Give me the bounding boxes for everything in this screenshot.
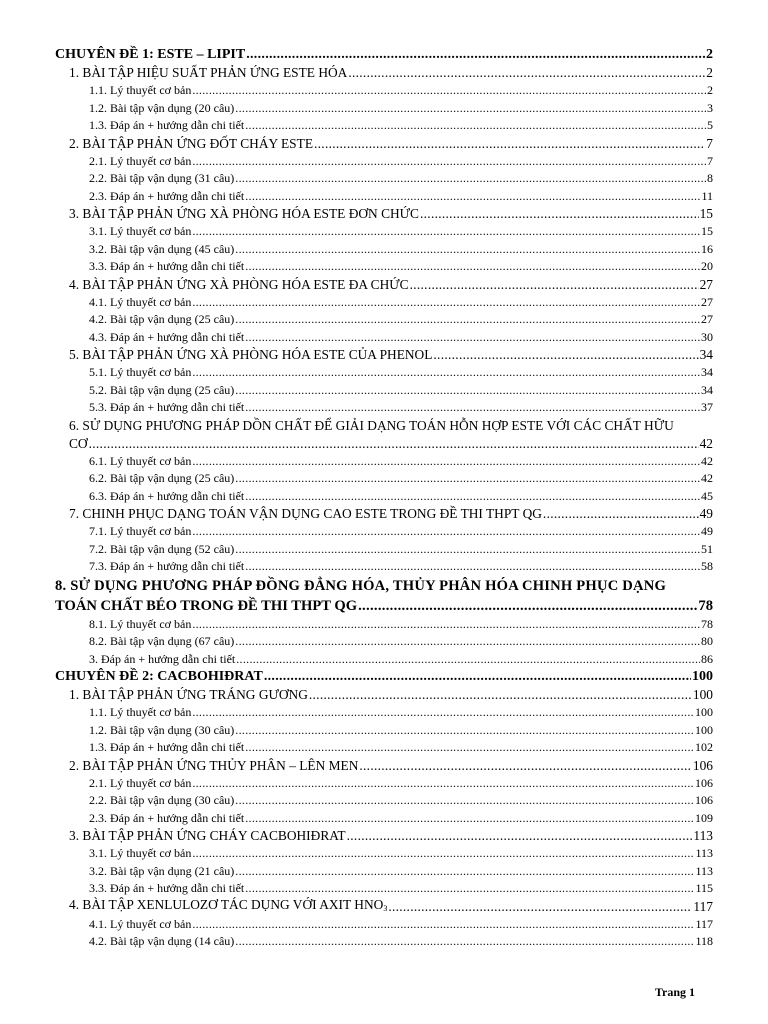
section-entry[interactable] [55, 757, 713, 775]
section-title-line2: CƠ [69, 435, 88, 451]
subsection-title: 3. Đáp án + hướng dẫn chi tiết [89, 651, 236, 666]
subsection-title: 3.2. Bài tập vận dụng (21 câu) [89, 863, 235, 878]
subsection-title: 4.2. Bài tập vận dụng (14 câu) [89, 934, 235, 948]
chapter-title: CHUYÊN ĐỀ 1: ESTE – LIPIT [55, 47, 246, 62]
subsection-entry[interactable] [55, 453, 713, 471]
section-title-text: 4. BÀI TẬP XENLULOZƠ TÁC DỤNG VỚI AXIT HNO [69, 896, 384, 912]
dot-leader [192, 704, 694, 722]
dot-leader [245, 810, 694, 828]
subsection-title: 1.3. Đáp án + hướng dẫn chi tiết [89, 118, 245, 132]
dot-leader [388, 898, 692, 916]
subsection-title: 4.2. Bài tập vận dụng (25 câu) [89, 312, 235, 326]
subsection-title: 3.1. Lý thuyết cơ bản [89, 846, 192, 860]
page-number: 30 [701, 329, 713, 344]
dot-leader [245, 558, 700, 576]
dot-leader [89, 435, 699, 453]
subsection-title: 4.3. Đáp án + hướng dẫn chi tiết [89, 329, 245, 344]
page-number: 27 [701, 294, 713, 309]
page-number: 100 [695, 705, 713, 719]
dot-leader [235, 863, 694, 881]
subsection-entry[interactable] [55, 294, 713, 312]
subscript: 3 [383, 903, 388, 913]
subsection-entry[interactable] [55, 170, 713, 188]
subsection-entry[interactable] [55, 153, 713, 171]
dot-leader [192, 294, 700, 312]
subsection-entry[interactable] [55, 863, 713, 881]
section-entry[interactable] [55, 346, 713, 364]
section-entry[interactable] [55, 276, 713, 294]
section-title-line2: TOÁN CHẤT BÉO TRONG ĐỀ THI THPT QG [55, 597, 358, 614]
section-entry[interactable] [55, 205, 713, 223]
page-number: 37 [701, 400, 713, 414]
subsection-title: 6.2. Bài tập vận dụng (25 câu) [89, 471, 235, 485]
dot-leader [192, 453, 700, 471]
subsection-entry[interactable] [55, 382, 713, 400]
subsection-entry[interactable] [55, 329, 713, 347]
subsection-entry[interactable] [55, 82, 713, 100]
page-footer: Trang 1 [654, 985, 695, 999]
subsection-title: 4.1. Lý thuyết cơ bản [89, 294, 192, 309]
subsection-title: 1.1. Lý thuyết cơ bản [89, 705, 192, 719]
dot-leader [309, 686, 692, 704]
dot-leader [192, 916, 694, 934]
page-number: 5 [707, 118, 713, 132]
subsection-title: 3.2. Bài tập vận dụng (45 câu) [89, 241, 235, 256]
section-title: 5. BÀI TẬP PHẢN ỨNG XÀ PHÒNG HÓA ESTE CỦA PHENOL [69, 347, 433, 362]
subsection-title: 6.3. Đáp án + hướng dẫn chi tiết [89, 488, 245, 503]
subsection-entry[interactable] [55, 117, 713, 135]
subsection-entry[interactable] [55, 100, 713, 118]
chapter-title: CHUYÊN ĐỀ 2: CACBOHIĐRAT [55, 669, 263, 684]
dot-leader [192, 845, 694, 863]
page-number: 7 [707, 153, 713, 168]
section-title-continuation [55, 596, 713, 616]
dot-leader [410, 276, 699, 294]
table-of-contents [55, 46, 713, 951]
subsection-title: 1.2. Bài tập vận dụng (20 câu) [89, 100, 235, 115]
dot-leader [245, 329, 700, 347]
subsection-entry[interactable] [55, 704, 713, 722]
section-title: 3. BÀI TẬP PHẢN ỨNG CHÁY CACBOHIĐRAT [69, 828, 346, 843]
section-title [69, 896, 387, 916]
section-title-continuation [69, 435, 713, 453]
dot-leader [264, 668, 691, 686]
subsection-title: 1.3. Đáp án + hướng dẫn chi tiết [89, 740, 245, 754]
subsection-title: 5.2. Bài tập vận dụng (25 câu) [89, 382, 235, 397]
dot-leader [192, 775, 694, 793]
subsection-title: 8.2. Bài tập vận dụng (67 câu) [89, 634, 235, 648]
dot-leader [235, 933, 694, 951]
page-number: 2 [706, 65, 713, 80]
dot-leader [236, 651, 700, 669]
dot-leader [235, 722, 694, 740]
dot-leader [420, 205, 699, 223]
section-entry[interactable] [55, 135, 713, 153]
subsection-entry[interactable] [55, 241, 713, 259]
page-number: 109 [695, 810, 713, 825]
subsection-entry[interactable] [55, 916, 713, 934]
subsection-entry[interactable] [55, 470, 713, 488]
page-number: 113 [695, 863, 713, 878]
subsection-title: 7.2. Bài tập vận dụng (52 câu) [89, 541, 235, 556]
page-number: 100 [695, 722, 713, 737]
subsection-entry[interactable] [55, 722, 713, 740]
subsection-title: 5.3. Đáp án + hướng dẫn chi tiết [89, 400, 245, 414]
dot-leader [192, 223, 700, 241]
section-entry[interactable] [55, 827, 713, 845]
section-entry-wrapped-bold[interactable] [55, 576, 713, 616]
subsection-entry[interactable] [55, 488, 713, 506]
page-number: 16 [701, 241, 713, 256]
subsection-title: 2.3. Đáp án + hướng dẫn chi tiết [89, 810, 245, 825]
subsection-entry[interactable] [55, 633, 713, 651]
subsection-title: 3.3. Đáp án + hướng dẫn chi tiết [89, 259, 245, 273]
page-number: 106 [695, 775, 713, 790]
section-entry[interactable] [55, 505, 713, 523]
subsection-title: 1.2. Bài tập vận dụng (30 câu) [89, 722, 235, 737]
dot-leader [192, 523, 700, 541]
subsection-entry[interactable] [55, 810, 713, 828]
dot-leader [235, 633, 700, 651]
section-title: 1. BÀI TẬP PHẢN ỨNG TRÁNG GƯƠNG [69, 687, 308, 702]
page-number: 115 [695, 881, 713, 895]
page-number: 78 [698, 597, 713, 614]
section-entry[interactable] [55, 64, 713, 82]
dot-leader [246, 46, 705, 64]
page-number: 117 [695, 916, 713, 931]
page-number: 11 [701, 188, 713, 203]
page-number: 8 [707, 171, 713, 185]
page-number: 15 [701, 224, 713, 238]
subsection-entry[interactable] [55, 775, 713, 793]
page-number: 34 [699, 347, 713, 362]
dot-leader [192, 616, 700, 634]
subsection-title: 4.1. Lý thuyết cơ bản [89, 916, 192, 931]
page-number: 42 [701, 453, 713, 468]
page-number: 34 [701, 382, 713, 397]
dot-leader [433, 346, 698, 364]
page-number: 3 [707, 100, 713, 115]
subsection-title: 1.1. Lý thuyết cơ bản [89, 83, 192, 97]
page-number: 20 [701, 259, 713, 273]
subsection-title: 7.3. Đáp án + hướng dẫn chi tiết [89, 559, 245, 573]
dot-leader [347, 827, 693, 845]
dot-leader [235, 470, 700, 488]
page-number: 100 [692, 687, 713, 702]
page-number: 27 [701, 312, 713, 326]
dot-leader [235, 311, 700, 329]
subsection-entry[interactable] [55, 188, 713, 206]
dot-leader [245, 188, 700, 206]
subsection-title: 5.1. Lý thuyết cơ bản [89, 365, 192, 379]
subsection-title: 7.1. Lý thuyết cơ bản [89, 524, 192, 538]
subsection-entry[interactable] [55, 541, 713, 559]
page-number: 45 [701, 488, 713, 503]
dot-leader [235, 100, 706, 118]
page-number: 113 [693, 828, 713, 843]
subsection-title: 2.3. Đáp án + hướng dẫn chi tiết [89, 188, 245, 203]
section-title: 2. BÀI TẬP PHẢN ỨNG THỦY PHÂN – LÊN MEN [69, 757, 359, 773]
subsection-entry[interactable] [55, 399, 713, 417]
dot-leader [235, 241, 700, 259]
subsection-entry[interactable] [55, 739, 713, 757]
dot-leader [235, 792, 694, 810]
subsection-entry[interactable] [55, 616, 713, 634]
section-title: 3. BÀI TẬP PHẢN ỨNG XÀ PHÒNG HÓA ESTE ĐƠN CHỨC [69, 206, 419, 221]
page-number: 86 [701, 651, 713, 666]
subsection-title: 3.1. Lý thuyết cơ bản [89, 224, 192, 238]
page-number: 113 [695, 846, 713, 860]
dot-leader [192, 364, 700, 382]
page-number: 106 [692, 757, 713, 773]
subsection-entry[interactable] [55, 364, 713, 382]
dot-leader [235, 541, 700, 559]
page-number: 78 [701, 616, 713, 631]
dot-leader [359, 757, 692, 775]
section-title-line1: 8. SỬ DỤNG PHƯƠNG PHÁP ĐỒNG ĐẲNG HÓA, THỦY PHÂN HÓA CHINH PHỤC DẠNG [55, 577, 667, 594]
dot-leader [543, 505, 699, 523]
page-number: 117 [693, 898, 713, 914]
subsection-entry[interactable] [55, 792, 713, 810]
dot-leader [192, 82, 706, 100]
subsection-entry[interactable] [55, 223, 713, 241]
page-number: 7 [706, 135, 713, 151]
page-number: 51 [701, 541, 713, 556]
page-number: 2 [707, 83, 713, 97]
subsection-title: 2.1. Lý thuyết cơ bản [89, 775, 192, 790]
section-title-line1: 6. SỬ DỤNG PHƯƠNG PHÁP DỒN CHẤT ĐỂ GIẢI DẠNG TOÁN HỖN HỢP ESTE VỚI CÁC CHẤT HỮU [69, 417, 674, 433]
page-number: 100 [692, 669, 713, 684]
dot-leader [348, 64, 705, 82]
dot-leader [192, 153, 706, 171]
dot-leader [245, 399, 700, 417]
subsection-entry[interactable] [55, 651, 713, 669]
dot-leader [245, 258, 700, 276]
section-entry-wrapped[interactable] [55, 417, 713, 453]
page-number: 42 [699, 435, 713, 451]
page-number: 58 [701, 559, 713, 573]
page-number: 2 [706, 47, 713, 62]
subsection-title: 8.1. Lý thuyết cơ bản [89, 616, 192, 631]
subsection-entry[interactable] [55, 311, 713, 329]
subsection-entry[interactable] [55, 845, 713, 863]
subsection-entry[interactable] [55, 258, 713, 276]
subsection-entry[interactable] [55, 523, 713, 541]
section-entry[interactable] [55, 898, 713, 916]
dot-leader [245, 117, 706, 135]
dot-leader [245, 488, 700, 506]
section-entry[interactable] [55, 686, 713, 704]
dot-leader [314, 135, 705, 153]
subsection-title: 6.1. Lý thuyết cơ bản [89, 453, 192, 468]
page-number: 42 [701, 471, 713, 485]
page-number: 49 [699, 506, 713, 521]
page-number: 49 [701, 524, 713, 538]
section-title: 1. BÀI TẬP HIỆU SUẤT PHẢN ỨNG ESTE HÓA [69, 65, 348, 80]
page-number: 106 [695, 793, 713, 807]
section-title: 4. BÀI TẬP PHẢN ỨNG XÀ PHÒNG HÓA ESTE ĐA CHỨC [69, 276, 409, 292]
chapter-1-entry[interactable] [55, 46, 713, 64]
dot-leader [235, 170, 706, 188]
subsection-entry[interactable] [55, 558, 713, 576]
subsection-title: 2.2. Bài tập vận dụng (30 câu) [89, 793, 235, 807]
subsection-title: 2.1. Lý thuyết cơ bản [89, 153, 192, 168]
page-number: 102 [695, 740, 713, 754]
subsection-title: 2.2. Bài tập vận dụng (31 câu) [89, 171, 235, 185]
subsection-title: 3.3. Đáp án + hướng dẫn chi tiết [89, 881, 245, 895]
dot-leader [358, 596, 697, 616]
page-number: 27 [699, 276, 713, 292]
chapter-2-entry[interactable] [55, 668, 713, 686]
page-number: 34 [701, 365, 713, 379]
subsection-entry[interactable] [55, 933, 713, 951]
section-title: 7. CHINH PHỤC DẠNG TOÁN VẬN DỤNG CAO ESTE TRONG ĐỀ THI THPT QG [69, 506, 542, 521]
section-title: 2. BÀI TẬP PHẢN ỨNG ĐỐT CHÁY ESTE [69, 135, 313, 151]
page-number: 118 [695, 934, 713, 948]
dot-leader [245, 739, 694, 757]
page-number: 15 [699, 206, 713, 221]
dot-leader [235, 382, 700, 400]
page-number: 80 [701, 634, 713, 648]
